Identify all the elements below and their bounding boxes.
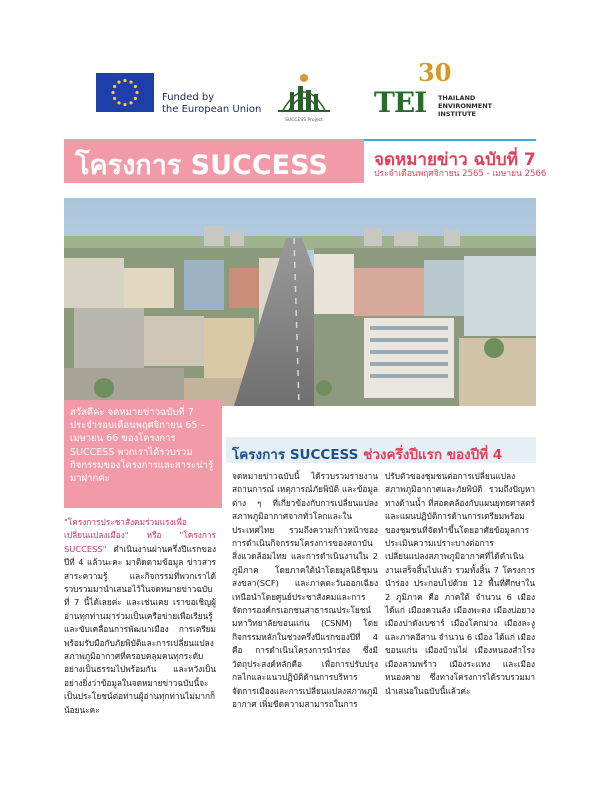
eu-funding-line1: Funded by xyxy=(162,92,215,103)
eu-star xyxy=(117,101,120,104)
tei-name-line3: INSTITUTE xyxy=(438,110,476,118)
project-name-quote: "โครงการประชาสังคมร่วมแรงเพื่อเปลี่ยนแปลงเมือง" หรือ "โครงการ SUCCESS" xyxy=(64,517,216,554)
eu-funding-line2: the European Union xyxy=(162,104,262,115)
tei-acronym-logo: TEI xyxy=(374,86,427,119)
eu-star xyxy=(134,97,137,100)
eu-flag-logo xyxy=(96,73,154,112)
newsletter-number: จดหมายข่าว ฉบับที่ 7 xyxy=(374,150,536,170)
tei-anniversary-mark: 30 xyxy=(418,58,452,87)
section-title xyxy=(232,443,502,465)
eu-star xyxy=(129,81,132,84)
eu-star xyxy=(129,101,132,104)
intro-greeting: สวัสดีค่ะ จดหมายข่าวฉบับที่ 7 ประจำรอบเดือนพฤศจิกายน 65 – เมษายน 66 ของโครงการ SUCCESS พวกเราได้รวบรวมกิจกรรมของโครงการและสาระน่ารู้มาฝากค่ะ xyxy=(70,407,214,485)
success-logo-caption: SUCCESS Project xyxy=(285,118,323,123)
cover-photo-city-aerial xyxy=(64,198,536,406)
eu-star xyxy=(111,91,114,94)
eu-star xyxy=(134,85,137,88)
success-project-logo xyxy=(260,62,348,122)
body-column-1 xyxy=(64,516,216,717)
eu-star xyxy=(117,81,120,84)
section-title-part2: ช่วงครึ่งปีแรก ของปีที่ 4 xyxy=(358,447,503,463)
section-title-part1: โครงการ SUCCESS xyxy=(232,447,359,463)
body-column-3: ปรับตัวของชุมชนต่อการเปลี่ยนแปลงสภาพภูมิอากาศและภัยพิบัติ รวมถึงปัญหาทางด้านน้ำ ที่สอดคล้องกับแผนยุทธศาสตร์และแผนปฏิบัติการด้านการเตรียมพร้อมของชุมชนที่จัดทำขึ้นโดยอาศัยข้อมูลการประเมินความเปราะบางต่อการเปลี่ยนแปลงสภาพภูมิอากาศที่ได้ดำเนินงานเสร็จสิ้นไปแล้ว รวมทั้งสิ้น 7 โครงการนำร่อง ประกอบไปด้วย 12 พื้นที่ศึกษาใน 2 ภูมิภาค คือ ภาคใต้ จำนวน 6 เมือง ได้แก่ เมืองควนลัง เมืองพะตง เมืองบ่อยาง เมืองปาดังเบซาร์ เมืองโคกม่วง เมืองละงู และภาคอีสาน จำนวน 6 เมือง ได้แก่ เมืองขอนแก่น เมืองบ้านไผ่ เมืองหนองสำโรง เมืองสามพร้าว เมืองระแหง และเมืองหนองคาย ซึ่งทางโครงการได้รวบรวมมานำเสนอในฉบับนี้แล้วค่ะ xyxy=(385,471,535,696)
eu-star xyxy=(113,85,116,88)
tei-name-line2: ENVIRONMENT xyxy=(438,102,493,110)
eu-star xyxy=(123,103,126,106)
eu-star xyxy=(113,97,116,100)
newsletter-period: ประจำเดือนพฤศจิกายน 2565 - เมษายน 2566 xyxy=(374,169,547,179)
project-title: โครงการ SUCCESS xyxy=(75,150,328,181)
tei-institute-name xyxy=(438,94,492,118)
tei-name-line1: THAILAND xyxy=(438,94,476,102)
eu-funding-caption xyxy=(162,92,261,116)
eu-star xyxy=(135,91,138,94)
title-rule xyxy=(364,139,536,141)
body-column-2: จดหมายข่าวฉบับนี้ ได้รวบรวมรายงานสถานการณ์ เหตุการณ์ภัยพิบัติ และข้อมูลต่าง ๆ ที่เกี่ยวข้องกับการเปลี่ยนแปลงสภาพภูมิอากาศจากทั่วโลกและในประเทศไทย รวมถึงความก้าวหน้าของการดำเนินกิจกรรมโครงการของสถาบันสิ่งแวดล้อมไทย และการดำเนินงานใน 2 ภูมิภาค โดยภาคใต้นำโดยมูลนิธิชุมนสงขลา(SCF) และภาคตะวันออกเฉียงเหนือนำโดยศูนย์ประชาสังคมและการจัดการองค์กรเอกชนสาธารณประโยชน์ มหาวิทยาลัยขอนแก่น (CSNM) โดยกิจกรรมหลักในช่วงครึ่งปีแรกของปีที่ 4 คือ การดำเนินโครงการนำร่อง ซึ่งมีวัตถุประสงค์หลักคือ เพื่อการปรับปรุงกลไกและแนวปฏิบัติด้านการบริหารจัดการเมืองและการเปลี่ยนแปลงสภาพภูมิอากาศ เพิ่มขีดความสามารถในการ xyxy=(232,471,378,709)
eu-star xyxy=(123,79,126,82)
column-1-text: ดำเนินงานผ่านครึ่งปีแรกของปีที่ 4 แล้วนะคะ มาติดตามข้อมูล ข่าวสาร สาระความรู้ และกิจกรรมที่พวกเราได้รวบรวมมานำเสนอไว้ในจดหมายข่าวฉบับที่ 7 นี้ได้เลยค่ะ และเช่นเคย เราขอเชิญผู้อ่านทุกท่านมาร่วมเป็นเครือข่ายเพื่อเรียนรู้และขับเคลื่อนการพัฒนาเมือง การเตรียมพร้อมรับมือกับภัยพิบัติและการเปลี่ยนแปลงสภาพภูมิอากาศที่ครอบคลุมคนทุกระดับอย่างเป็นธรรมไปพร้อมกัน และหวังเป็นอย่างยิ่งว่าข้อมูลในจดหมายข่าวฉบับนี้จะเป็นประโยชน์ต่อท่านผู้อ่านทุกท่านไม่มากก็น้อยนะคะ xyxy=(64,543,216,715)
